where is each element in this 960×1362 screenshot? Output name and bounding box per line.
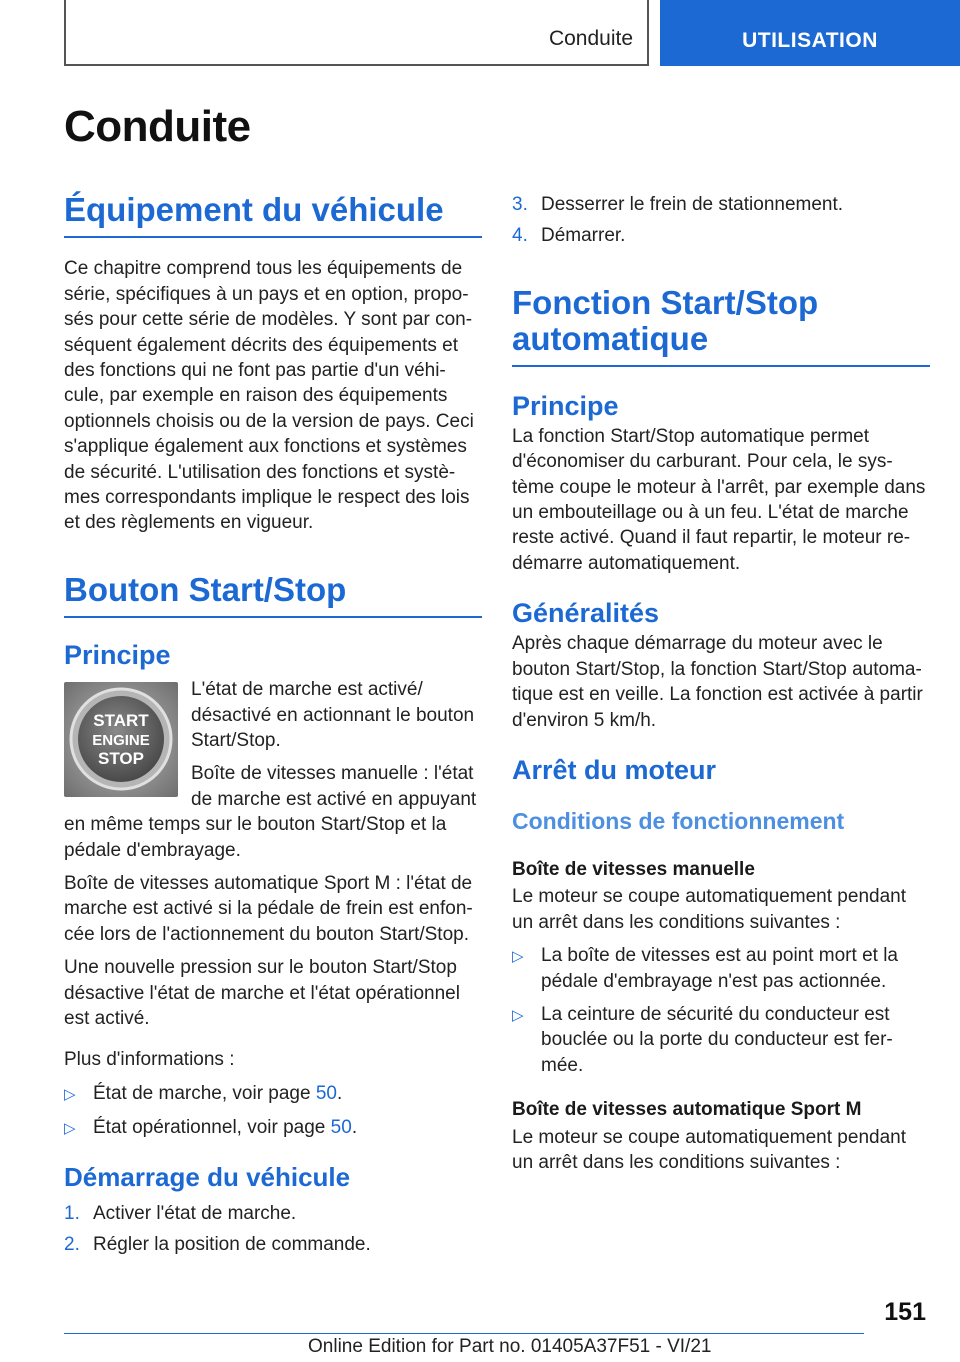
demarrage-steps — [64, 1201, 482, 1258]
start-button-icon — [64, 682, 178, 797]
link-end: . — [336, 1082, 343, 1104]
header-chapter-tab — [660, 0, 960, 66]
list-item — [64, 1081, 482, 1106]
step-number: 2. — [64, 1233, 80, 1255]
heading-principe-bouton: Principe — [64, 640, 171, 671]
left-column — [64, 192, 482, 1257]
page-link[interactable]: 50 — [315, 1082, 337, 1104]
paragraph-principe-fonction: La fonction Start/Stop automatique permet d'économiser du carburant. Pour cela, le sys-tème coupe le moteur à l'arrêt, par exemple dans un embouteillage ou à un feu. L'état de marche reste activé. Quand il faut repartir, le moteur re-démarre automatiquement. — [512, 425, 926, 574]
more-info-list — [64, 1081, 482, 1141]
step-number: 4. — [512, 225, 528, 247]
more-info-label: Plus d'informations : — [64, 1049, 235, 1071]
paragraph-equipement: Ce chapitre comprend tous les équipements de série, spécifiques à un pays et en option, propo-sés pour cette série de modèles. Y sont par con-séquent également décrits des équipements et des fonctions qui ne font pas partie d'un véhi-cule, par exemple en raison des équipements optionnels choisis ou de la version de pays. Ceci s'applique également aux fonctions et systèmes de sécurité. L'utilisation des fonctions et systè-mes correspondants implique le respect des lois et des règlements en vigueur. — [64, 258, 474, 534]
heading-demarrage: Démarrage du véhicule — [64, 1161, 351, 1192]
heading-conditions: Conditions de fonctionnement — [512, 808, 845, 835]
footer-edition: Online Edition for Part no. 01405A37F51 - VI/21 — [308, 1336, 712, 1357]
paragraph-principe-2: Boîte de vitesses manuelle : l'état de marche est activé en appuyant en même temps sur le bouton Start/Stop et la pédale d'embrayage. — [64, 763, 477, 861]
list-item — [512, 223, 930, 248]
paragraph-principe-4: Une nouvelle pression sur le bouton Start/Stop désactive l'état de marche et l'état opérationnel est activé. — [64, 957, 460, 1029]
paragraph-generalites: Après chaque démarrage du moteur avec le bouton Start/Stop, la fonction Start/Stop automa-tique est en veille. La fonction est activée à partir d'environ 5 km/h. — [512, 633, 923, 731]
paragraph-principe-1: L'état de marche est activé/ désactivé en actionnant le bouton Start/Stop. — [191, 679, 475, 751]
list-item — [64, 1115, 482, 1140]
step-text: Démarrer. — [541, 225, 626, 247]
link-text: État de marche, voir page — [93, 1082, 316, 1104]
bullet-text: La boîte de vitesses est au point mort et la pédale d'embrayage n'est pas actionnée. — [541, 945, 898, 992]
start-label: START — [93, 711, 149, 731]
principe-block — [64, 677, 482, 863]
right-column — [512, 192, 930, 1176]
triangle-right-outline-icon: ▷ — [512, 1006, 524, 1024]
heading-fonction-start-stop: Fonction Start/Stop automatique — [512, 285, 930, 367]
heading-generalites: Généralités — [512, 598, 660, 629]
header-section-tab — [64, 0, 649, 66]
step-text: Régler la position de commande. — [93, 1233, 371, 1255]
list-item — [512, 943, 930, 994]
triangle-right-outline-icon: ▷ — [512, 948, 524, 966]
paragraph-principe-3: Boîte de vitesses automatique Sport M : l'état de marche est activé si la pédale de frein est enfon-cée lors de l'actionnement du bouton Start/Stop. — [64, 872, 473, 945]
engine-label: ENGINE — [92, 732, 150, 750]
step-number: 3. — [512, 194, 528, 215]
list-item — [512, 1002, 930, 1078]
page-title: Conduite — [64, 102, 251, 151]
demarrage-steps-continued — [512, 192, 930, 249]
heading-arret-moteur: Arrêt du moteur — [512, 754, 717, 785]
page-link[interactable]: 50 — [330, 1117, 352, 1139]
paragraph-boite-manuelle: Le moteur se coupe automatiquement pendant un arrêt dans les conditions suivantes : — [512, 886, 906, 933]
link-end: . — [351, 1117, 358, 1139]
header-section-label: Conduite — [548, 27, 633, 50]
list-item — [512, 192, 930, 217]
list-item — [64, 1201, 482, 1226]
heading-boite-manuelle: Boîte de vitesses manuelle — [512, 858, 755, 880]
list-item — [64, 1232, 482, 1257]
step-text: Activer l'état de marche. — [93, 1202, 297, 1224]
step-number: 1. — [64, 1202, 80, 1224]
footer-rule — [64, 1333, 864, 1334]
manuelle-conditions-list — [512, 943, 930, 1078]
triangle-right-outline-icon: ▷ — [64, 1085, 76, 1103]
bullet-text: La ceinture de sécurité du conducteur est bouclée ou la porte du conducteur est fer-mée. — [541, 1003, 893, 1076]
paragraph-boite-automatique: Le moteur se coupe automatiquement pendant un arrêt dans les conditions suivantes : — [512, 1126, 906, 1174]
step-text: Desserrer le frein de stationnement. — [541, 194, 844, 215]
heading-bouton-start-stop: Bouton Start/Stop — [64, 572, 482, 618]
page-number: 151 — [884, 1298, 926, 1326]
stop-label: STOP — [98, 749, 144, 769]
link-text: État opérationnel, voir page — [93, 1117, 331, 1139]
start-engine-stop-button-image — [64, 682, 178, 797]
heading-principe-fonction: Principe — [512, 390, 619, 421]
heading-equipement: Équipement du véhicule — [64, 192, 482, 238]
heading-boite-automatique: Boîte de vitesses automatique Sport M — [512, 1099, 862, 1121]
triangle-right-outline-icon: ▷ — [64, 1120, 76, 1138]
header-chapter-label: UTILISATION — [742, 29, 878, 52]
